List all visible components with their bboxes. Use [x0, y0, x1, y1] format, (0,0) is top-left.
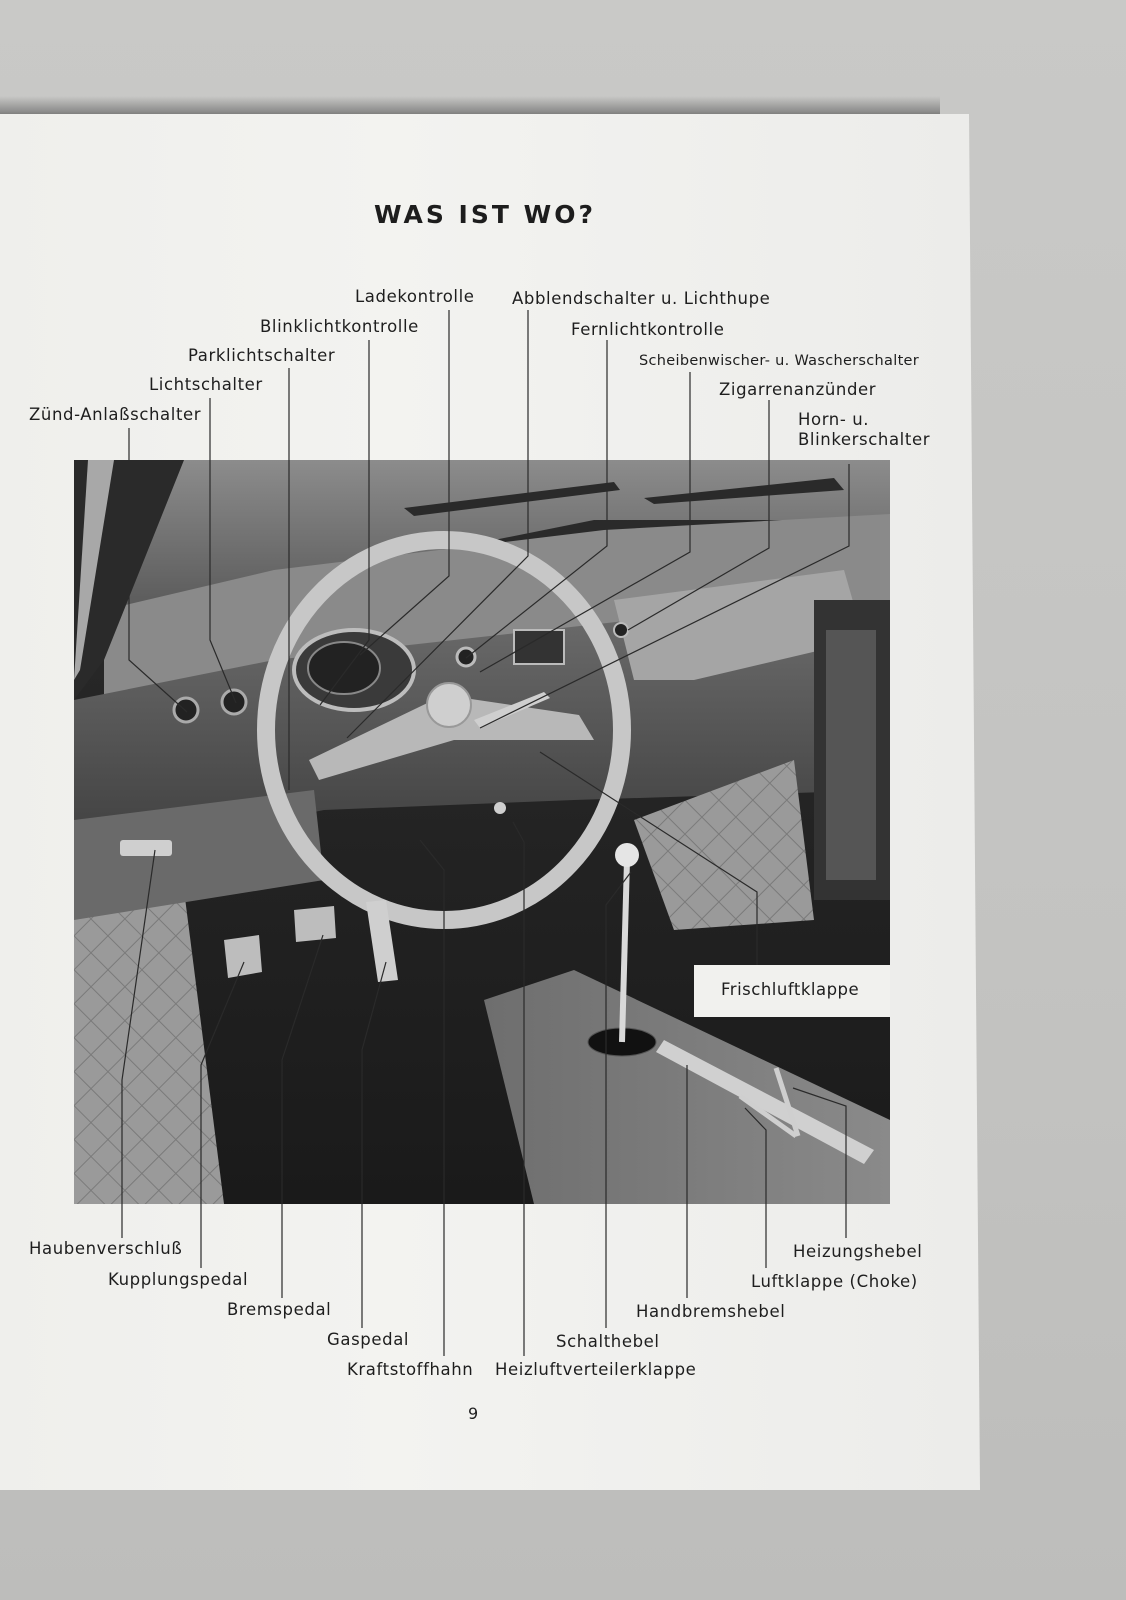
hood-release — [120, 840, 172, 856]
label-abblendschalter: Abblendschalter u. Lichthupe — [512, 289, 771, 308]
gear-lever-knob — [615, 843, 639, 867]
fuel-tap — [494, 802, 506, 814]
center-panel — [514, 630, 564, 664]
horn-button — [427, 683, 471, 727]
label-frischluftklappe: Frischluftklappe — [721, 980, 860, 999]
label-horn-line2: Blinkerschalter — [798, 430, 931, 449]
label-heizungshebel: Heizungshebel — [793, 1242, 923, 1261]
page-title: WAS IST WO? — [374, 200, 596, 229]
label-zigarrenanzuender: Zigarrenanzünder — [719, 380, 877, 399]
light-switch — [222, 690, 246, 714]
ignition-switch — [174, 698, 198, 722]
label-bremspedal: Bremspedal — [227, 1300, 332, 1319]
label-gaspedal: Gaspedal — [327, 1330, 410, 1349]
label-haubenverschluss: Haubenverschluß — [29, 1239, 183, 1258]
right-door-inner — [826, 630, 876, 880]
label-lichtschalter: Lichtschalter — [149, 375, 263, 394]
clutch-pedal — [224, 935, 262, 978]
speedometer — [308, 642, 380, 694]
label-heizluftverteilerklappe: Heizluftverteilerklappe — [495, 1360, 697, 1379]
label-kraftstoffhahn: Kraftstoffhahn — [347, 1360, 474, 1379]
label-ladekontrolle: Ladekontrolle — [355, 287, 475, 306]
label-scheibenwischer: Scheibenwischer- u. Wascherschalter — [639, 353, 920, 369]
label-kupplungspedal: Kupplungspedal — [108, 1270, 249, 1289]
fernlicht-indicator — [457, 648, 475, 666]
brake-pedal — [294, 906, 336, 942]
label-handbremshebel: Handbremshebel — [636, 1302, 786, 1321]
label-horn-line1: Horn- u. — [798, 410, 870, 429]
label-fernlichtkontrolle: Fernlichtkontrolle — [571, 320, 725, 339]
label-schalthebel: Schalthebel — [556, 1332, 660, 1351]
label-luftklappe: Luftklappe (Choke) — [751, 1272, 918, 1291]
dashboard-photo — [74, 460, 890, 1204]
label-parklichtschalter: Parklichtschalter — [188, 346, 336, 365]
cigarette-lighter — [614, 623, 628, 637]
page-number: 9 — [468, 1404, 479, 1423]
label-zuend-anlassschalter: Zünd-Anlaßschalter — [29, 405, 202, 424]
label-blinklichtkontrolle: Blinklichtkontrolle — [260, 317, 419, 336]
